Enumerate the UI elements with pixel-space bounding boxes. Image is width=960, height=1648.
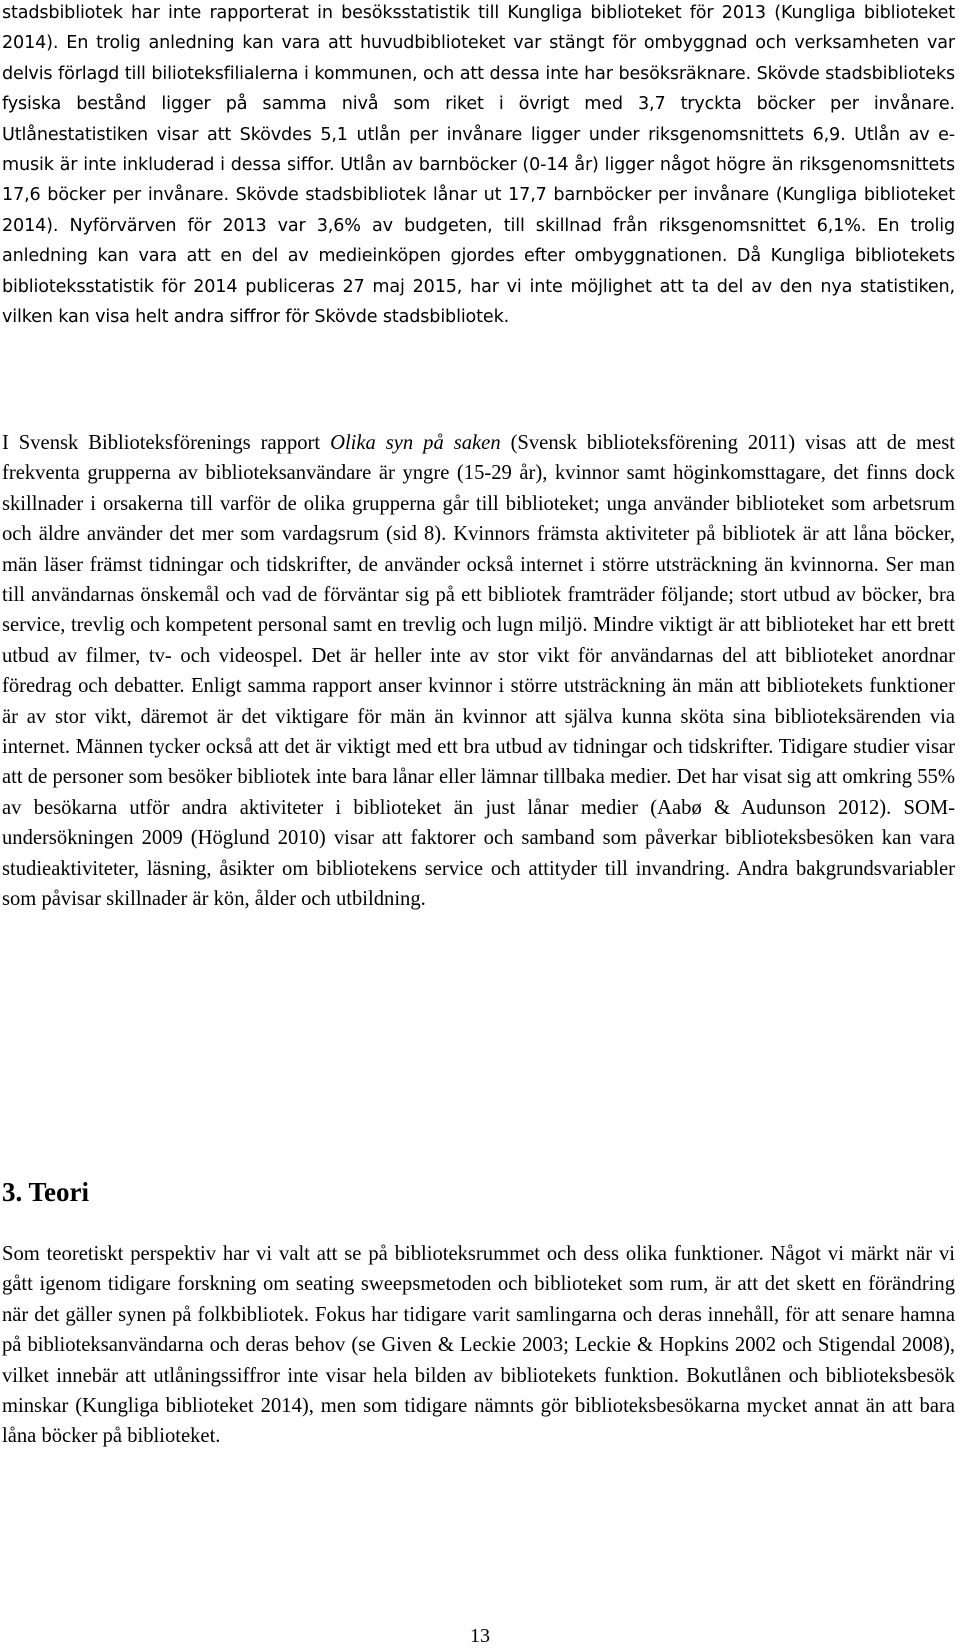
report-title: Olika syn på saken [330,432,501,454]
paragraph-theory: Som teoretiskt perspektiv har vi valt att se på biblioteksrummet och dess olika funktioner. Något vi märkt när vi gått igenom tidigare forskning om seating sweepsmetoden och biblioteket som rum, är att det skett en förändring när det gäller synen på folkbibliotek. Fokus har tidigare varit samlingarna och deras innehåll, för att senare hamna på biblioteksanvändarna och deras behov (se Given & Leckie 2003; Leckie & Hopkins 2002 och Stigendal 2008), vilket innebär att utlåningssiffror inte visar hela bilden av bibliotekets funktion. Bokutlånen och biblioteksbesök minskar (Kungliga biblioteket 2014), men som tidigare nämnts gör biblioteksbesökarna mycket annat än att bara låna böcker på biblioteket. [2,1243,955,1448]
paragraph-user-groups-intro: I Svensk Biblioteksförenings rapport [2,432,331,454]
paragraph-library-statistics: stadsbibliotek har inte rapporterat in besöksstatistik till Kungliga biblioteket för 2013 (Kungliga biblioteket 2014). En trolig anledning kan vara att huvudbiblioteket var stängt för ombyggnad och verksamheten var delvis förlagd till bilioteksfilialerna i kommunen, och att dessa inte har besöksräknare. Skövde stadsbiblioteks fysiska bestånd ligger på samma nivå som riket i övrigt med 3,7 tryckta böcker per invånare. Utlånestatistiken visar att Skövdes 5,1 utlån per invånare ligger under riksgenomsnittets 6,9. Utlån av e-musik är inte inkluderad i dessa siffor. Utlån av barnböcker (0-14 år) ligger något högre än riksgenomsnittets 17,6 böcker per invånare. Skövde stadsbibliotek lånar ut 17,7 barnböcker per invånare (Kungliga biblioteket 2014). Nyförvärven för 2013 var 3,6% av budgeten, till skillnad från riksgenomsnittet 6,1%. En trolig anledning kan vara att en del av medieinköpen gjordes efter ombyggnationen. Då Kungliga bibliotekets biblioteksstatistik för 2014 publiceras 27 maj 2015, har vi inte möjlighet att ta del av den nya statistiken, vilken kan visa helt andra siffror för Skövde stadsbibliotek. [2,3,955,328]
page-number: 13 [470,1625,490,1647]
section-heading-teori: 3. Teori [2,1177,90,1207]
paragraph-user-groups-body: (Svensk biblioteksförening 2011) visas att de mest frekventa grupperna av biblioteksanvändare är yngre (15-29 år), kvinnor samt höginkomsttagare, det finns dock skillnader i orsakerna till varför de olika grupperna går till biblioteket; unga använder biblioteket som arbetsrum och äldre använder det mer som vardagsrum (sid 8). Kvinnors främsta aktiviteter på bibliotek är att låna böcker, män läser främst tidningar och tidskrifter, de använder också internet i större utsträckning än kvinnorna. Ser man till användarnas önskemål och vad de förväntar sig på ett bibliotek framträder följande; stort utbud av böcker, bra service, trevlig och kompetent personal samt en trevlig och lugn miljö. Mindre viktigt är att biblioteket har ett brett utbud av filmer, tv- och videospel. Det är heller inte av stor vikt för användarnas del att biblioteket anordnar föredrag och debatter. Enligt samma rapport anser kvinnor i större utsträckning än män att bibliotekets funktioner är av stor vikt, däremot är det viktigare för män än kvinnor att själva kunna sköta sina biblioteksärenden via internet. Männen tycker också att det är viktigt med ett bra utbud av tidningar och tidskrifter. Tidigare studier visar att de personer som besöker bibliotek inte bara lånar eller lämnar tillbaka medier. Det har visat sig att omkring 55% av besökarna utför andra aktiviteter i biblioteket än just lånar medier (Aabø & Audunson 2012). SOM-undersökningen 2009 (Höglund 2010) visar att faktorer och samband som påverkar biblioteksbesöken kan vara studieaktiviteter, läsning, åsikter om bibliotekens service och attityder till invandring. Andra bakgrundsvariabler som påvisar skillnader är kön, ålder och utbildning. [2,432,956,911]
paragraph-user-groups [2,428,955,915]
